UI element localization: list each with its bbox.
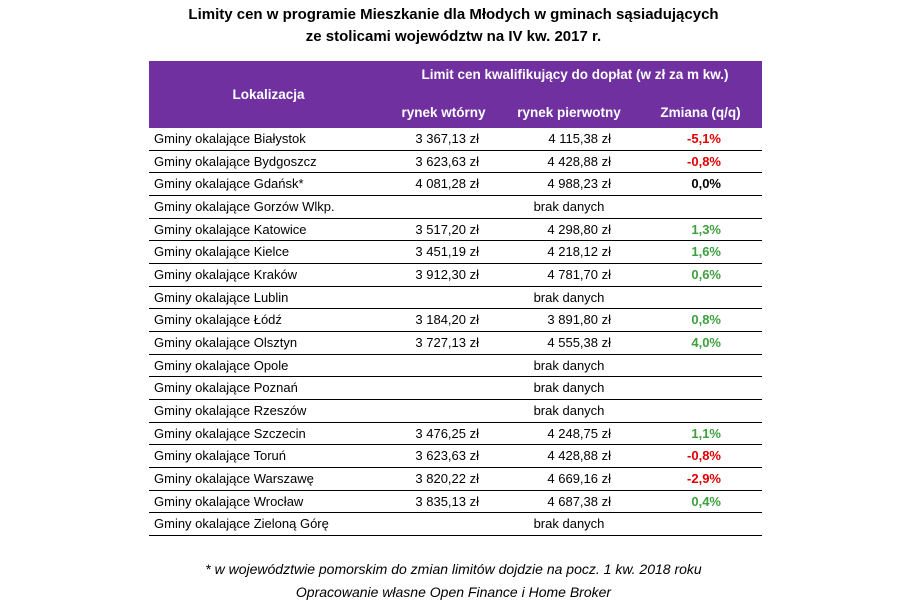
table-row (149, 513, 762, 536)
cell-lokalizacja: Gminy okalające Kraków (154, 266, 298, 282)
cell-rynek-pierwotny: 4 781,70 zł (547, 266, 611, 282)
table-row (149, 332, 762, 355)
cell-rynek-wtorny: 4 081,28 zł (415, 176, 479, 192)
cell-lokalizacja: Gminy okalające Rzeszów (154, 402, 307, 418)
header-zmiana: Zmiana (q/q) (660, 105, 741, 120)
cell-zmiana: 0,6% (691, 266, 721, 282)
cell-zmiana: -2,9% (687, 470, 721, 486)
cell-brak-danych: brak danych (533, 289, 605, 305)
cell-rynek-pierwotny: 4 428,88 zł (547, 153, 611, 169)
cell-rynek-wtorny: 3 623,63 zł (415, 448, 479, 464)
table-row (149, 423, 762, 446)
title-line-2: ze stolicami województw na IV kw. 2017 r. (305, 28, 602, 45)
cell-brak-danych: brak danych (533, 516, 605, 532)
table-row (149, 468, 762, 491)
table-header (149, 61, 762, 128)
cell-zmiana: 1,1% (691, 425, 721, 441)
cell-rynek-wtorny: 3 184,20 zł (415, 312, 479, 328)
cell-zmiana: -5,1% (687, 131, 721, 146)
cell-rynek-pierwotny: 4 115,38 zł (548, 131, 611, 146)
cell-lokalizacja: Gminy okalające Lublin (154, 289, 289, 305)
table-row (149, 196, 762, 219)
cell-lokalizacja: Gminy okalające Poznań (154, 380, 298, 396)
cell-rynek-wtorny: 3 727,13 zł (415, 334, 479, 350)
cell-lokalizacja: Gminy okalające Bydgoszcz (154, 153, 317, 169)
cell-lokalizacja: Gminy okalające Gdańsk* (154, 176, 304, 192)
table-row (149, 151, 762, 174)
cell-brak-danych: brak danych (533, 402, 605, 418)
cell-rynek-wtorny: 3 517,20 zł (415, 221, 479, 237)
cell-lokalizacja: Gminy okalające Łódź (154, 312, 282, 328)
cell-rynek-pierwotny: 4 555,38 zł (547, 334, 611, 350)
table-row (149, 219, 762, 242)
cell-rynek-pierwotny: 4 218,12 zł (547, 244, 611, 260)
header-rynek-wtorny: rynek wtórny (401, 105, 486, 120)
table-row (149, 173, 762, 196)
cell-lokalizacja: Gminy okalające Katowice (154, 221, 307, 237)
cell-rynek-wtorny: 3 623,63 zł (415, 153, 479, 169)
cell-rynek-pierwotny: 4 428,88 zł (547, 448, 611, 464)
cell-rynek-wtorny: 3 912,30 zł (415, 266, 479, 282)
cell-rynek-pierwotny: 4 988,23 zł (547, 176, 611, 192)
cell-lokalizacja: Gminy okalające Opole (154, 357, 289, 373)
cell-lokalizacja: Gminy okalające Wrocław (154, 493, 304, 509)
table-row (149, 241, 762, 264)
table-row (149, 309, 762, 332)
table-row (149, 287, 762, 310)
cell-zmiana: 0,4% (691, 493, 721, 509)
cell-lokalizacja: Gminy okalające Gorzów Wlkp. (154, 198, 335, 214)
cell-rynek-wtorny: 3 820,22 zł (415, 470, 479, 486)
cell-rynek-wtorny: 3 476,25 zł (415, 425, 479, 441)
cell-rynek-pierwotny: 4 669,16 zł (547, 470, 611, 486)
cell-zmiana: 0,8% (691, 312, 721, 328)
price-limits-table (149, 61, 762, 536)
cell-rynek-wtorny: 3 835,13 zł (415, 493, 479, 509)
table-row (149, 491, 762, 514)
header-lokalizacja: Lokalizacja (232, 87, 305, 102)
cell-rynek-pierwotny: 4 248,75 zł (547, 425, 611, 441)
table-row (149, 355, 762, 378)
cell-brak-danych: brak danych (533, 357, 605, 373)
source-note: Opracowanie własne Open Finance i Home Broker (295, 584, 612, 600)
table-title (0, 4, 907, 48)
cell-rynek-wtorny: 3 451,19 zł (415, 244, 479, 260)
cell-lokalizacja: Gminy okalające Olsztyn (154, 334, 298, 350)
cell-lokalizacja: Gminy okalające Szczecin (154, 425, 306, 441)
table-row (149, 128, 762, 151)
cell-zmiana: 1,3% (691, 221, 721, 237)
title-line-1: Limity cen w programie Mieszkanie dla Młodych w gminach sąsiadujących (188, 6, 719, 23)
cell-zmiana: 0,0% (691, 176, 721, 192)
header-limit: Limit cen kwalifikujący do dopłat (w zł za m kw.) (421, 67, 729, 82)
cell-lokalizacja: Gminy okalające Białystok (154, 131, 306, 146)
table-row (149, 445, 762, 468)
cell-lokalizacja: Gminy okalające Warszawę (154, 470, 314, 486)
footnote: * w województwie pomorskim do zmian limitów dojdzie na pocz. 1 kw. 2018 roku (205, 561, 702, 577)
cell-rynek-pierwotny: 3 891,80 zł (547, 312, 611, 328)
cell-rynek-pierwotny: 4 298,80 zł (547, 221, 611, 237)
cell-brak-danych: brak danych (533, 198, 605, 214)
cell-lokalizacja: Gminy okalające Toruń (154, 448, 286, 464)
cell-zmiana: -0,8% (687, 448, 721, 464)
table-row (149, 400, 762, 423)
cell-rynek-pierwotny: 4 687,38 zł (547, 493, 611, 509)
cell-brak-danych: brak danych (533, 380, 605, 396)
cell-zmiana: 1,6% (691, 244, 721, 260)
cell-lokalizacja: Gminy okalające Kielce (154, 244, 290, 260)
table-row (149, 377, 762, 400)
cell-lokalizacja: Gminy okalające Zieloną Górę (154, 516, 329, 532)
table-row (149, 264, 762, 287)
header-rynek-pierwotny: rynek pierwotny (517, 105, 621, 120)
table-body (149, 128, 762, 536)
cell-zmiana: 4,0% (691, 334, 721, 350)
cell-zmiana: -0,8% (687, 153, 721, 169)
cell-rynek-wtorny: 3 367,13 zł (415, 131, 479, 146)
